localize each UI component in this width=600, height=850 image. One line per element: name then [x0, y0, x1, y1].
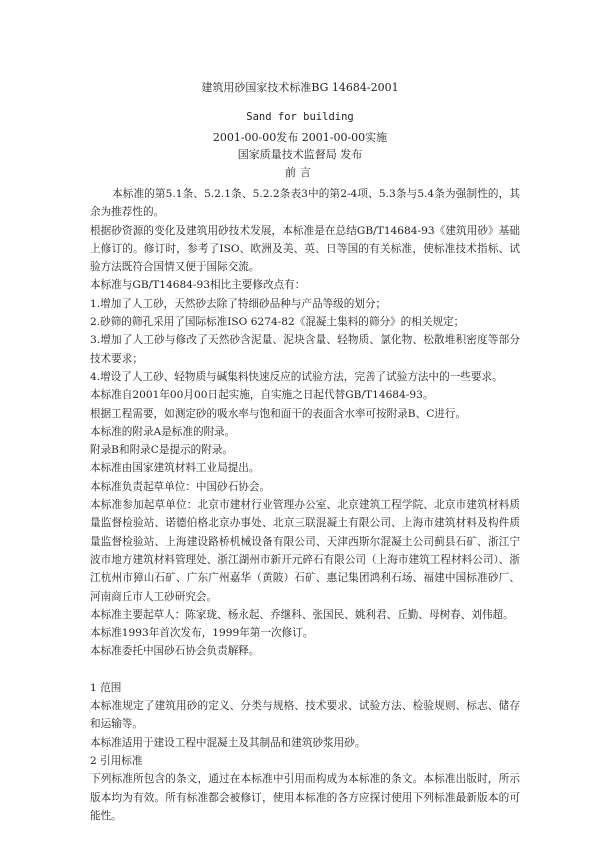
scope-paragraph: 本标准规定了建筑用砂的定义、分类与规格、技术要求、试验方法、检验规则、标志、储存和运输等。	[90, 700, 520, 731]
english-title: Sand for building	[246, 111, 354, 123]
references-paragraph: 下列标准所包含的条文，通过在本标准中引用而构成为本标准的条文。本标准出版时，所示版本均为有效。所有标准都会被修订，使用本标准的各方应探讨使用下列标准最新版本的可能性。	[90, 773, 520, 822]
foreword-paragraph: 本标准由国家建筑材料工业局提出。	[90, 462, 260, 475]
foreword-paragraph: 本标准参加起草单位：北京市建材行业管理办公室、北京建筑工程学院、北京市建筑材料质量监督检验站、诺德伯格北京办事处、北京三联混凝土有限公司、上海市建筑材料及构件质量监督检验站、上海建设路桥机械设备有限公司、天津西斯尔混凝土公司蓟县石矿、浙江宁波市地方建筑材料管理处、浙江湖州市新开元碎石有限公司（上海市建筑工程材料公司）、浙江杭州市獐山石矿、广东广州嘉华（黄陂）石矿、惠记集团鸿利石场、福建中国标准砂厂、河南商丘市人工砂研究会。	[90, 499, 520, 603]
foreword-paragraph: 根据砂资源的变化及建筑用砂技术发展，本标准是在总结GB/T14684-93《建筑用砂》基础上修订的。修订时，参考了ISO、欧洲及美、英、日等国的有关标准，使标准技术指标、试验方法既符合国情又便于国际交流。	[90, 224, 520, 274]
foreword-list-item: 2.砂筛的筛孔采用了国际标准ISO 6274-82《混凝土集料的筛分》的相关规定；	[90, 316, 465, 329]
foreword-paragraph: 本标准负责起草单位：中国砂石协会。	[90, 480, 271, 493]
section-spacer	[90, 661, 520, 679]
scope-paragraph: 本标准适用于建设工程中混凝土及其制品和建筑砂浆用砂。	[90, 736, 366, 749]
foreword-list-item: 3.增加了人工砂与修改了天然砂含泥量、泥块含量、轻物质、氯化物、松散堆积密度等部分技术要求；	[90, 334, 520, 365]
foreword-paragraph: 本标准与GB/T14684-93相比主要修改点有：	[90, 279, 306, 292]
document-title: 建筑用砂国家技术标准BG 14684-2001	[201, 81, 399, 94]
foreword-paragraph: 根据工程需要，如测定砂的吸水率与饱和面干的表面含水率可按附录B、C进行。	[90, 407, 467, 420]
document-body	[90, 185, 520, 825]
foreword-paragraph: 本标准委托中国砂石协会负责解释。	[90, 645, 260, 658]
foreword-list-item: 1.增加了人工砂，天然砂去除了特细砂品种与产品等级的划分；	[90, 297, 387, 310]
foreword-paragraph: 本标准的第5.1条、5.2.1条、5.2.2条表3中的第2-4项、5.3条与5.4条为强制性的，其余为推荐性的。	[90, 188, 520, 219]
foreword-list-item: 4.增设了人工砂、轻物质与碱集料快速反应的试验方法，完善了试验方法中的一些要求。	[90, 370, 503, 383]
foreword-paragraph: 本标准的附录A是标准的附录。	[90, 425, 236, 438]
issue-dates: 2001-00-00发布 2001-00-00实施	[212, 131, 388, 144]
foreword-paragraph: 本标准1993年首次发布，1999年第一次修订。	[90, 627, 314, 640]
foreword-paragraph: 本标准主要起草人：陈家珑、杨永起、乔继科、张国民、姚利君、丘勤、母树春、刘伟超。	[90, 608, 514, 621]
foreword-paragraph: 本标准自2001年00月00日起实施，自实施之日起代替GB/T14684-93。	[90, 389, 434, 402]
section-heading-references: 2 引用标准	[90, 754, 143, 767]
publisher: 国家质量技术监督局 发布	[237, 148, 363, 161]
section-heading-scope: 1 范围	[90, 681, 122, 694]
foreword-heading: 前言	[285, 166, 315, 179]
foreword-paragraph: 附录B和附录C是提示的附录。	[90, 444, 234, 457]
